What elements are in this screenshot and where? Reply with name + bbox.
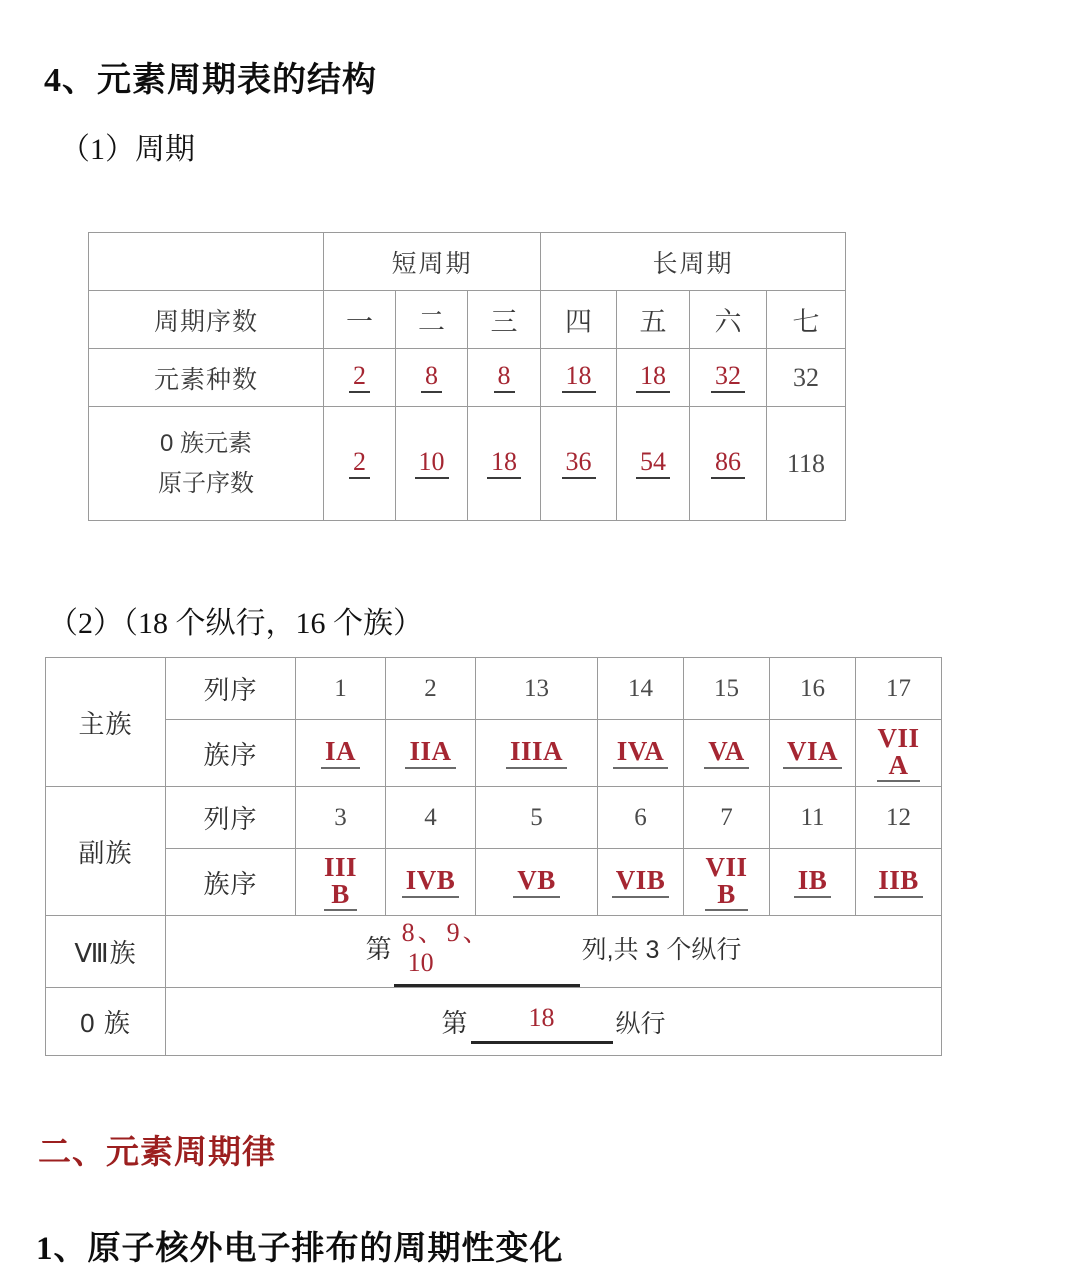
group-symbol-cell bbox=[770, 849, 856, 916]
answer-value: IIA bbox=[405, 737, 455, 768]
element-count-cell bbox=[617, 349, 690, 407]
zero-group-atomic-number-cell bbox=[468, 407, 541, 521]
zero-group-atomic-number-cell bbox=[767, 407, 846, 521]
answer-value: IA bbox=[321, 737, 360, 768]
period-numeral: 一 bbox=[324, 291, 396, 349]
answer-value: 18 bbox=[562, 362, 596, 392]
element-count-cell bbox=[767, 349, 846, 407]
group-symbol-cell bbox=[598, 849, 684, 916]
answer-value-line-2: B bbox=[324, 881, 357, 911]
table-row bbox=[89, 407, 846, 521]
column-number: 1 bbox=[296, 658, 386, 720]
period-numeral: 三 bbox=[468, 291, 541, 349]
group-symbol-cell bbox=[684, 720, 770, 787]
answer-value: 8 bbox=[494, 362, 515, 392]
zero-group-statement-cell bbox=[166, 988, 942, 1056]
group-structure-table bbox=[45, 657, 942, 1056]
group-symbol-cell bbox=[296, 849, 386, 916]
answer-value: 32 bbox=[711, 362, 745, 392]
answer-value: 10 bbox=[415, 448, 449, 478]
column-number: 15 bbox=[684, 658, 770, 720]
group-symbol-cell bbox=[598, 720, 684, 787]
row-label-column-order: 列序 bbox=[166, 658, 296, 720]
zero-group-atomic-number-cell bbox=[396, 407, 468, 521]
column-number: 16 bbox=[770, 658, 856, 720]
statement-suffix: 纵行 bbox=[615, 1010, 666, 1038]
answer-value: 18 bbox=[636, 362, 670, 392]
side-label-sub-group: 副族 bbox=[46, 787, 166, 916]
table-row bbox=[46, 787, 942, 849]
element-count-cell bbox=[396, 349, 468, 407]
group-symbol-cell bbox=[476, 849, 598, 916]
printed-value: 32 bbox=[793, 362, 820, 392]
column-number: 6 bbox=[598, 787, 684, 849]
column-number: 7 bbox=[684, 787, 770, 849]
answer-value: IVA bbox=[613, 737, 669, 768]
header-long-period: 长周期 bbox=[541, 233, 846, 291]
answer-value-wrapped bbox=[705, 851, 748, 911]
answer-blank-zero bbox=[471, 1003, 613, 1044]
answer-value: IIB bbox=[874, 866, 923, 897]
table-row bbox=[46, 916, 942, 988]
answer-value: 18 bbox=[487, 448, 521, 478]
group-symbol-cell bbox=[856, 849, 942, 916]
element-count-cell bbox=[324, 349, 396, 407]
group-symbol-cell bbox=[770, 720, 856, 787]
answer-value-line-1: III bbox=[323, 851, 358, 882]
period-structure-table bbox=[88, 232, 846, 521]
column-number: 12 bbox=[856, 787, 942, 849]
answer-value: VIB bbox=[612, 866, 670, 897]
column-number: 4 bbox=[386, 787, 476, 849]
zero-group-statement bbox=[441, 1003, 666, 1038]
group-symbol-cell bbox=[386, 849, 476, 916]
row-label-group-order: 族序 bbox=[166, 720, 296, 787]
zero-group-atomic-number-cell bbox=[324, 407, 396, 521]
row-label-line-2: 原子序数 bbox=[158, 469, 254, 497]
answer-value-wrapped bbox=[323, 851, 358, 911]
answer-value-line-1: VII bbox=[877, 722, 920, 753]
row-label-column-order: 列序 bbox=[166, 787, 296, 849]
column-number: 3 bbox=[296, 787, 386, 849]
row-label-group-order: 族序 bbox=[166, 849, 296, 916]
table-row bbox=[46, 988, 942, 1056]
answer-value-line-2: 10 bbox=[407, 948, 434, 977]
answer-value-wrapped bbox=[877, 722, 920, 782]
answer-value: 18 bbox=[528, 1003, 555, 1032]
printed-value: 118 bbox=[787, 448, 826, 478]
statement-prefix: 第 bbox=[365, 934, 392, 965]
answer-value-line-2: B bbox=[705, 881, 747, 911]
answer-value: 2 bbox=[349, 448, 370, 478]
zero-group-atomic-number-cell bbox=[541, 407, 617, 521]
row-label-zero-group bbox=[89, 407, 324, 521]
table-row bbox=[89, 291, 846, 349]
subheading-periods: （1）周期 bbox=[60, 133, 195, 166]
page-title-section-4: 4、元素周期表的结构 bbox=[44, 62, 377, 99]
answer-value-line-2: A bbox=[877, 752, 919, 782]
zero-group-atomic-number-cell bbox=[690, 407, 767, 521]
answer-blank-viii bbox=[394, 918, 580, 987]
answer-value: 86 bbox=[711, 448, 745, 478]
subheading-groups: （2）（18 个纵行，16 个族） bbox=[48, 607, 423, 640]
answer-value: IIIA bbox=[506, 737, 567, 768]
column-number: 13 bbox=[476, 658, 598, 720]
group-symbol-cell bbox=[856, 720, 942, 787]
element-count-cell bbox=[690, 349, 767, 407]
period-numeral: 六 bbox=[690, 291, 767, 349]
table-row bbox=[89, 233, 846, 291]
section-title-periodic-law: 二、元素周期律 bbox=[38, 1135, 276, 1171]
header-short-period: 短周期 bbox=[324, 233, 541, 291]
column-number: 5 bbox=[476, 787, 598, 849]
group-symbol-cell bbox=[386, 720, 476, 787]
corner-cell bbox=[89, 233, 324, 291]
statement-prefix: 第 bbox=[441, 1008, 468, 1038]
period-numeral: 二 bbox=[396, 291, 468, 349]
zero-group-atomic-number-cell bbox=[617, 407, 690, 521]
element-count-cell bbox=[468, 349, 541, 407]
answer-value: 54 bbox=[636, 448, 670, 478]
group-symbol-cell bbox=[684, 849, 770, 916]
viii-group-statement bbox=[365, 918, 742, 977]
row-label-line-1: 0 族元素 bbox=[159, 429, 252, 457]
answer-value: 8 bbox=[421, 362, 442, 392]
side-label-viii-group: Ⅷ族 bbox=[46, 916, 166, 988]
table-row bbox=[46, 720, 942, 787]
row-label-element-count: 元素种数 bbox=[89, 349, 324, 407]
table-row bbox=[89, 349, 846, 407]
table-row bbox=[46, 658, 942, 720]
column-number: 14 bbox=[598, 658, 684, 720]
viii-group-statement-cell bbox=[166, 916, 942, 988]
side-label-main-group: 主族 bbox=[46, 658, 166, 787]
answer-value: VIA bbox=[783, 737, 842, 768]
period-numeral: 四 bbox=[541, 291, 617, 349]
group-symbol-cell bbox=[296, 720, 386, 787]
answer-value: IB bbox=[794, 866, 832, 897]
period-numeral: 五 bbox=[617, 291, 690, 349]
column-number: 17 bbox=[856, 658, 942, 720]
column-number: 2 bbox=[386, 658, 476, 720]
column-number: 11 bbox=[770, 787, 856, 849]
section-item-electron-configuration: 1、原子核外电子排布的周期性变化 bbox=[36, 1231, 564, 1267]
element-count-cell bbox=[541, 349, 617, 407]
answer-value: VB bbox=[513, 866, 560, 897]
period-numeral: 七 bbox=[767, 291, 846, 349]
answer-value: 2 bbox=[349, 362, 370, 392]
answer-value: VA bbox=[704, 737, 749, 768]
answer-value-line-1: 8、9、 bbox=[401, 918, 492, 947]
table-row bbox=[46, 849, 942, 916]
statement-suffix: 列,共 3 个纵行 bbox=[581, 936, 742, 965]
side-label-zero-group: 0 族 bbox=[46, 988, 166, 1056]
answer-value: 36 bbox=[562, 448, 596, 478]
answer-value: IVB bbox=[402, 866, 460, 897]
row-label-period-index: 周期序数 bbox=[89, 291, 324, 349]
answer-value-line-1: VII bbox=[705, 851, 748, 882]
group-symbol-cell bbox=[476, 720, 598, 787]
